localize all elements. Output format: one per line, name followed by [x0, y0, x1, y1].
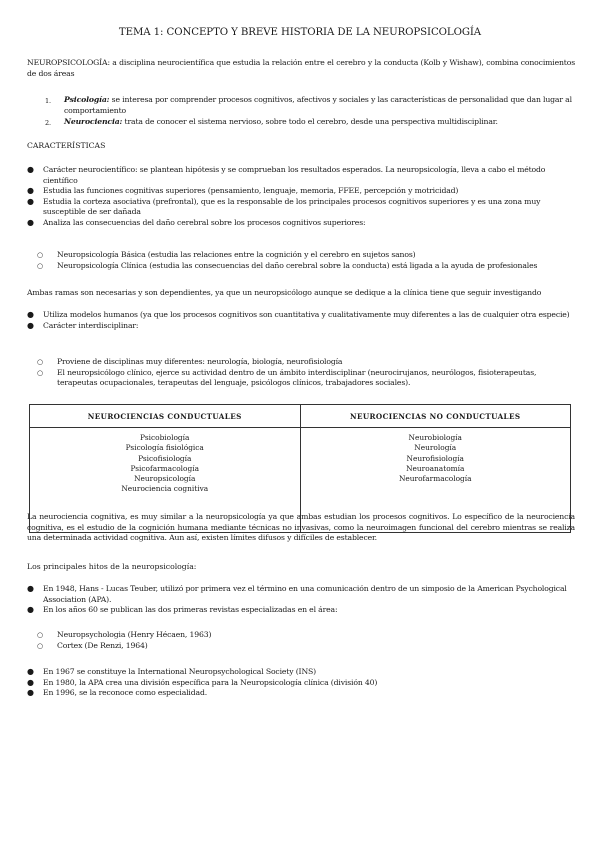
list-item-text: Cortex (De Renzi, 1964) [57, 640, 148, 650]
list-item [27, 688, 575, 699]
list-item-text: Carácter interdisciplinar: [43, 320, 139, 330]
list-item [37, 250, 575, 261]
list-item [37, 261, 575, 272]
list-item [27, 667, 575, 678]
journals-list [37, 630, 575, 651]
section-heading: CARACTERÍSTICAS [27, 141, 106, 150]
list-item [45, 117, 575, 128]
page-title: TEMA 1: CONCEPTO Y BREVE HISTORIA DE LA NEUROPSICOLOGÍA [118, 27, 482, 38]
list-marker: 1. [45, 97, 51, 105]
milestones-heading: Los principales hitos de la neuropsicología: [27, 562, 197, 571]
list-item-text: En 1967 se constituye la International Neuropsychological Society (INS) [43, 667, 316, 676]
list-item-text: Estudia la corteza asociativa (prefrontal), que es la responsable de los principales procesos cognitivos superiores y es una zona muy susceptible de ser dañada [43, 196, 541, 217]
bullet-icon: ● [27, 310, 34, 319]
circle-bullet-icon: ○ [37, 358, 43, 366]
bullet-icon: ● [27, 605, 34, 615]
circle-bullet-icon: ○ [37, 631, 43, 639]
list-item-text: Neuropsicología Clínica (estudia las consecuencias del daño cerebral sobre la conducta) está ligada a la ayuda de profesionales [57, 260, 538, 270]
circle-bullet-icon: ○ [37, 368, 43, 377]
table-cell-item: Neurofisiología [406, 453, 464, 463]
table-cell-item: Neurofarmacología [398, 474, 472, 484]
characteristics-list [27, 165, 575, 229]
milestones-list-2 [27, 667, 575, 699]
table-cell-item: Neuroanatomía [406, 463, 465, 473]
table-cell-item: Psicofisiología [138, 453, 192, 463]
cognitive-neuroscience-paragraph: La neurociencia cognitiva, es muy similar a la neuropsicología ya que ambas estudian los procesos cognitivos. Lo específico de la neurociencia cognitiva, es el estudio de la cognición humana mediante técnicas no invasivas, como la neuroimagen funcional del cerebro mientras se realiza una determinada actividad cognitiva. Aun así, existen límites difusos y difíciles de establecer. [27, 512, 575, 543]
list-item-text: Utiliza modelos humanos (ya que los procesos cognitivos son cuantitativa y cualitativamente muy diferentes a las de cualquier otra especie) [43, 310, 570, 319]
bullet-icon: ● [27, 677, 34, 687]
bullet-icon: ● [27, 667, 34, 676]
list-item [27, 310, 575, 321]
intro-paragraph: NEUROPSICOLOGÍA: a disciplina neurocientífica que estudia la relación entre el cerebro y la conducta (Kolb y Wishaw), combina conocimientos de dos áreas [27, 58, 575, 78]
list-item [27, 218, 575, 229]
list-item [27, 186, 575, 197]
bullet-icon: ● [27, 584, 34, 593]
list-item [37, 641, 575, 652]
areas-list [45, 95, 575, 128]
bullet-icon: ● [27, 186, 34, 196]
table-cell-item: Neurología [414, 443, 457, 453]
table-cell-item: Neurobiología [408, 433, 462, 442]
list-item-text: Neuropsicología Básica (estudia las relaciones entre la cognición y el cerebro en sujetos sanos) [57, 250, 416, 259]
milestones-list [27, 584, 575, 616]
bullet-icon: ● [27, 688, 34, 698]
list-item [27, 584, 575, 605]
area-text: se interesa por comprender procesos cognitivos, afectivos y sociales y las características de personalidad que dan lugar al comportamiento [64, 95, 572, 115]
interdisciplinary-list [37, 357, 575, 389]
list-item-text: El neuropsicólogo clínico, ejerce su actividad dentro de un ámbito interdisciplinar (neurocirujanos, neurólogos, fisioterapeutas, terapeutas ocupacionales, terapeutas del lenguaje, psicólogos clínicos, trabajadores sociales). [57, 367, 537, 388]
table-cell-item: Psicofarmacología [130, 463, 199, 473]
table-header-cell: NEUROCIENCIAS CONDUCTUALES [30, 405, 301, 428]
list-item [37, 357, 575, 368]
area-text: trata de conocer el sistema nervioso, sobre todo el cerebro, desde una perspectiva multidisciplinar. [122, 117, 498, 127]
list-item-text: Estudia las funciones cognitivas superiores (pensamiento, lenguaje, memoria, FFEE, percepción y motricidad) [43, 186, 459, 196]
area-term: Psicología: [64, 95, 110, 104]
list-item-text: Analiza las consecuencias del daño cerebral sobre los procesos cognitivos superiores: [43, 217, 366, 227]
list-item [45, 95, 575, 116]
bullet-icon: ● [27, 196, 34, 206]
list-item [27, 165, 575, 186]
table-cell-item: Neurociencia cognitiva [121, 484, 209, 494]
list-item-text: En 1996, se la reconoce como especialidad. [43, 688, 208, 698]
branches-note: Ambas ramas son necesarias y son dependientes, ya que un neuropsicólogo aunque se dedique a la clínica tiene que seguir investigando [27, 288, 542, 297]
list-item-text: Carácter neurocientífico: se plantean hipótesis y se comprueban los resultados esperados. La neuropsicología, lleva a cabo el método científico [43, 165, 546, 185]
list-item [27, 197, 575, 218]
table-cell-item: Psicología fisiológica [125, 443, 204, 453]
list-item [27, 605, 575, 616]
bullet-icon: ● [27, 320, 34, 330]
bullet-icon: ● [27, 217, 34, 227]
table-header-cell: NEUROCIENCIAS NO CONDUCTUALES [300, 405, 571, 428]
list-item [27, 321, 575, 332]
list-item-text: Proviene de disciplinas muy diferentes: neurología, biología, neurofisiología [57, 357, 343, 366]
characteristics-list-2 [27, 310, 575, 331]
list-item [27, 678, 575, 689]
circle-bullet-icon: ○ [37, 251, 43, 259]
list-item [37, 368, 575, 389]
list-item-text: En los años 60 se publican las dos primeras revistas especializadas en el área: [43, 605, 338, 615]
list-marker: 2. [45, 119, 51, 128]
area-term: Neurociencia: [64, 117, 123, 127]
branches-list [37, 250, 575, 271]
circle-bullet-icon: ○ [37, 261, 43, 270]
list-item-text: En 1948, Hans - Lucas Teuber, utilizó por primera vez el término en una comunicación dentro de un simposio de la American Psychological Association (APA). [43, 584, 567, 604]
list-item [37, 630, 575, 641]
bullet-icon: ● [27, 165, 34, 174]
list-item-text: Neuropsychologia (Henry Hécaen, 1963) [57, 630, 212, 639]
circle-bullet-icon: ○ [37, 641, 43, 650]
table-header-row [30, 405, 571, 428]
table-cell-item: Neuropsicología [134, 474, 196, 484]
table-cell-item: Psicobiología [140, 433, 190, 442]
list-item-text: En 1980, la APA crea una división específica para la Neuropsicología clínica (división 40) [43, 677, 378, 687]
